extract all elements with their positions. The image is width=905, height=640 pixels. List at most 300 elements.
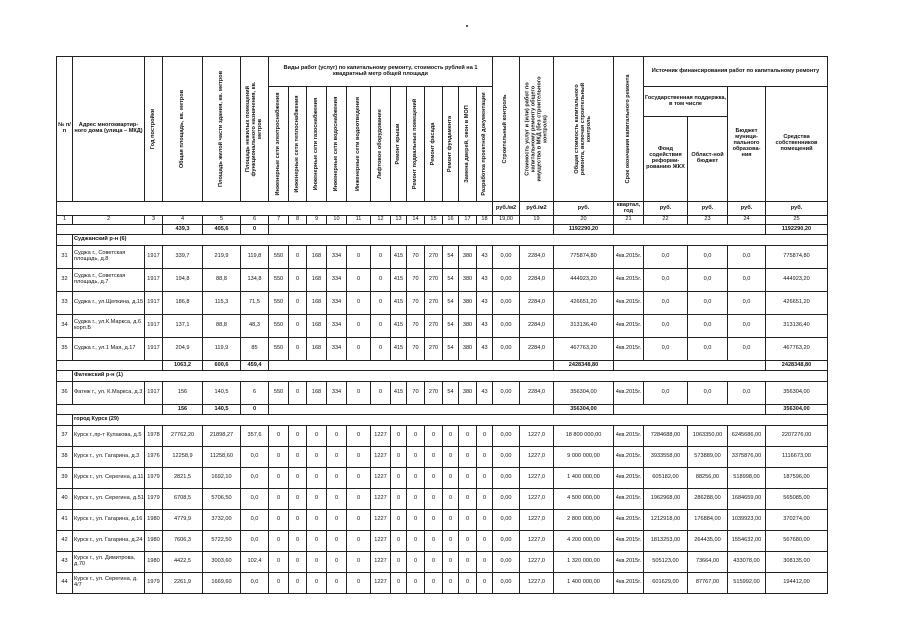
regional-budget-cell: 73664,00 <box>688 552 728 573</box>
fund-cell: 505123,00 <box>644 552 688 573</box>
nonresidential-area-sum: 459,4 <box>241 361 269 371</box>
row-number: 41 <box>57 510 73 531</box>
work-cost-cell: 0 <box>443 468 459 489</box>
col-header-construction-control <box>493 57 520 202</box>
work-header-2 <box>289 87 307 202</box>
work-cost-cell: 0 <box>307 468 327 489</box>
cost-per-m2-cell: 1227,0 <box>520 531 554 552</box>
work-cost-cell: 0 <box>289 426 307 447</box>
work-cost-cell: 1227 <box>371 531 391 552</box>
deadline-cell: 4кв.2015г. <box>614 552 644 573</box>
work-cost-cell: 415 <box>391 382 407 405</box>
work-cost-cell: 0 <box>459 531 477 552</box>
work-cost-cell: 54 <box>443 292 459 315</box>
construction-control-cell: 0,00 <box>493 531 520 552</box>
unit-cell: квартал, год <box>614 202 644 216</box>
work-cost-cell: 0 <box>269 468 289 489</box>
residential-area-sum: 405,6 <box>203 225 241 235</box>
address-cell: Курск г., ул. Гагарина, д.3 <box>73 447 145 468</box>
work-cost-cell: 0 <box>307 552 327 573</box>
work-cost-cell: 0 <box>327 552 347 573</box>
address-cell: Курск г.,пр-т Кулакова, д.5 <box>73 426 145 447</box>
work-header-3 <box>307 87 327 202</box>
financing-group-header: Источник финансирования работ по капитальному ремонту <box>644 57 828 87</box>
total-area-cell: 186,8 <box>163 292 203 315</box>
work-cost-cell: 0 <box>477 426 493 447</box>
owners-funds-cell: 313136,40 <box>766 315 828 338</box>
work-cost-cell: 0 <box>443 489 459 510</box>
total-area-sum: 1063,2 <box>163 361 203 371</box>
column-number-cell: 8 <box>289 216 307 225</box>
work-cost-cell: 0 <box>459 489 477 510</box>
table-row <box>57 510 828 531</box>
work-cost-cell: 0 <box>459 468 477 489</box>
work-cost-cell: 0 <box>289 510 307 531</box>
work-cost-cell: 0 <box>477 552 493 573</box>
work-cost-cell: 270 <box>425 292 443 315</box>
total-area-cell: 2261,9 <box>163 573 203 594</box>
work-cost-cell: 0 <box>347 426 371 447</box>
work-cost-cell: 550 <box>269 382 289 405</box>
year-cell: 1980 <box>145 531 163 552</box>
year-cell: 1979 <box>145 573 163 594</box>
work-cost-cell: 0 <box>443 552 459 573</box>
work-header-11-text: Замена дверей, окон в МОП <box>463 105 470 183</box>
work-cost-cell: 0 <box>289 338 307 361</box>
total-area-cell: 137,1 <box>163 315 203 338</box>
work-cost-cell: 415 <box>391 338 407 361</box>
total-cost-cell: 356304,00 <box>554 382 614 405</box>
nonresidential-area-cell: 85 <box>241 338 269 361</box>
nonresidential-area-cell: 0,0 <box>241 489 269 510</box>
work-cost-cell: 0 <box>347 292 371 315</box>
work-header-8-text: Ремонт подвальных помещений <box>411 98 418 190</box>
unit-row <box>57 202 828 216</box>
work-cost-cell: 0 <box>371 246 391 269</box>
work-cost-cell: 0 <box>327 426 347 447</box>
regional-budget-cell: 0,0 <box>688 269 728 292</box>
column-number-cell: 25 <box>766 216 828 225</box>
deadline-cell: 4кв.2015г. <box>614 573 644 594</box>
cost-per-m2-cell: 2284,0 <box>520 246 554 269</box>
work-cost-cell: 0 <box>327 447 347 468</box>
total-area-cell: 2821,5 <box>163 468 203 489</box>
total-blank <box>269 405 554 415</box>
fund-cell: 0,0 <box>644 246 688 269</box>
construction-control-cell: 0,00 <box>493 468 520 489</box>
regional-budget-cell: 88256,00 <box>688 468 728 489</box>
work-cost-cell: 0 <box>459 447 477 468</box>
work-cost-cell: 0 <box>289 246 307 269</box>
state-support-header: Государственная поддержка, в том числе <box>644 87 728 117</box>
address-cell: Суджа г., Советская площадь, д.8 <box>73 246 145 269</box>
column-number-cell: 24 <box>728 216 766 225</box>
column-number-cell: 21 <box>614 216 644 225</box>
column-number-row <box>57 216 828 225</box>
work-cost-cell: 0 <box>391 426 407 447</box>
work-cost-cell: 43 <box>477 382 493 405</box>
work-cost-cell: 0 <box>289 292 307 315</box>
work-cost-cell: 70 <box>407 382 425 405</box>
work-header-11 <box>459 87 477 202</box>
owners-funds-sum: 1192290,20 <box>766 225 828 235</box>
municipal-budget-cell: 3375876,00 <box>728 447 766 468</box>
col-header-total-area <box>163 57 203 202</box>
col-header-year <box>145 57 163 202</box>
residential-area-cell: 88,8 <box>203 315 241 338</box>
deadline-cell: 4кв.2015г. <box>614 338 644 361</box>
capital-repair-table <box>56 56 828 594</box>
work-cost-cell: 168 <box>307 338 327 361</box>
work-cost-cell: 0 <box>307 531 327 552</box>
work-cost-cell: 1227 <box>371 573 391 594</box>
residential-area-sum: 140,5 <box>203 405 241 415</box>
work-cost-cell: 0 <box>477 531 493 552</box>
fund-cell: 1962968,00 <box>644 489 688 510</box>
row-number: 35 <box>57 338 73 361</box>
work-cost-cell: 0 <box>407 531 425 552</box>
work-cost-cell: 0 <box>347 447 371 468</box>
work-cost-cell: 334 <box>327 382 347 405</box>
deadline-cell: 4кв.2015г. <box>614 246 644 269</box>
municipal-budget-cell: 1684659,00 <box>728 489 766 510</box>
col-header-no: № п/п <box>57 57 73 202</box>
work-header-9 <box>425 87 443 202</box>
work-cost-cell: 0 <box>327 489 347 510</box>
work-cost-cell: 270 <box>425 338 443 361</box>
col-header-deadline-text: Срок окончания капитального ремонта <box>624 74 631 184</box>
work-cost-cell: 334 <box>327 338 347 361</box>
construction-control-cell: 0,00 <box>493 246 520 269</box>
fund-cell: 601629,00 <box>644 573 688 594</box>
regional-budget-cell: 286288,00 <box>688 489 728 510</box>
work-cost-cell: 0 <box>477 447 493 468</box>
work-header-7-text: Ремонт крыши <box>394 123 401 165</box>
year-cell: 1917 <box>145 292 163 315</box>
work-cost-cell: 0 <box>443 510 459 531</box>
address-cell: Курск г., ул. Серегина, д.51 <box>73 489 145 510</box>
year-cell: 1979 <box>145 468 163 489</box>
address-cell: Курск г., ул. Димитрова, д.70 <box>73 552 145 573</box>
total-area-cell: 12258,9 <box>163 447 203 468</box>
fund-cell: 0,0 <box>644 382 688 405</box>
table-row <box>57 315 828 338</box>
address-cell: Курск г., ул. Серегина, д. 4/7 <box>73 573 145 594</box>
work-cost-cell: 54 <box>443 338 459 361</box>
total-area-cell: 4422,5 <box>163 552 203 573</box>
work-cost-cell: 0 <box>477 573 493 594</box>
work-cost-cell: 0 <box>269 573 289 594</box>
residential-area-cell: 11258,60 <box>203 447 241 468</box>
work-cost-cell: 54 <box>443 246 459 269</box>
work-header-4 <box>327 87 347 202</box>
work-header-3-text: Инженерные сети газоснабжения <box>312 97 319 191</box>
work-cost-cell: 1227 <box>371 426 391 447</box>
work-cost-cell: 0 <box>443 426 459 447</box>
deadline-cell: 4кв.2015г. <box>614 489 644 510</box>
work-cost-cell: 0 <box>289 447 307 468</box>
regional-budget-cell: 87767,00 <box>688 573 728 594</box>
residential-area-cell: 1692,10 <box>203 468 241 489</box>
section-blank <box>57 235 73 246</box>
residential-area-cell: 219,9 <box>203 246 241 269</box>
header-row-top <box>57 57 828 87</box>
municipal-budget-cell: 1039923,00 <box>728 510 766 531</box>
deadline-cell: 4кв.2015г. <box>614 269 644 292</box>
total-row <box>57 225 828 235</box>
work-cost-cell: 0 <box>289 552 307 573</box>
total-blank <box>614 405 766 415</box>
col-header-nonresidential-area-text: Площадь нежилых помещений функционального назначения, кв. метров <box>244 81 263 177</box>
work-header-7 <box>391 87 407 202</box>
work-cost-cell: 168 <box>307 315 327 338</box>
total-blank <box>269 225 554 235</box>
total-row <box>57 361 828 371</box>
work-cost-cell: 0 <box>347 269 371 292</box>
work-cost-cell: 0 <box>347 573 371 594</box>
work-cost-cell: 70 <box>407 292 425 315</box>
nonresidential-area-cell: 357,6 <box>241 426 269 447</box>
section-blank <box>57 415 73 426</box>
owners-funds-cell: 775874,80 <box>766 246 828 269</box>
nonresidential-area-cell: 48,3 <box>241 315 269 338</box>
owners-funds-cell: 356304,00 <box>766 382 828 405</box>
construction-control-cell: 0,00 <box>493 447 520 468</box>
work-cost-cell: 270 <box>425 246 443 269</box>
unit-cell: руб. <box>766 202 828 216</box>
work-cost-cell: 415 <box>391 315 407 338</box>
address-cell: Суджа г., ул.1 Мая, д.17 <box>73 338 145 361</box>
work-cost-cell: 0 <box>269 531 289 552</box>
cost-per-m2-cell: 2284,0 <box>520 269 554 292</box>
regional-budget-cell: 573889,00 <box>688 447 728 468</box>
work-cost-cell: 0 <box>425 426 443 447</box>
column-number-cell: 17 <box>459 216 477 225</box>
row-number: 42 <box>57 531 73 552</box>
row-number: 34 <box>57 315 73 338</box>
column-number-cell: 2 <box>73 216 145 225</box>
year-cell: 1917 <box>145 315 163 338</box>
work-header-10 <box>443 87 459 202</box>
residential-area-cell: 5722,50 <box>203 531 241 552</box>
work-cost-cell: 0 <box>459 510 477 531</box>
col-header-residential-area-text: Площадь жилой части здания, кв. метров <box>217 70 224 188</box>
section-row <box>57 415 828 426</box>
work-cost-cell: 0 <box>347 246 371 269</box>
section-blank <box>57 371 73 382</box>
table-row <box>57 338 828 361</box>
table-row <box>57 246 828 269</box>
work-cost-cell: 0 <box>371 338 391 361</box>
cost-per-m2-cell: 1227,0 <box>520 426 554 447</box>
total-area-cell: 27762,20 <box>163 426 203 447</box>
cost-per-m2-cell: 1227,0 <box>520 573 554 594</box>
owners-funds-sum: 356304,00 <box>766 405 828 415</box>
row-number: 40 <box>57 489 73 510</box>
work-cost-cell: 380 <box>459 292 477 315</box>
residential-area-cell: 88,8 <box>203 269 241 292</box>
total-area-sum: 156 <box>163 405 203 415</box>
work-cost-cell: 0 <box>347 552 371 573</box>
municipal-budget-cell: 0,0 <box>728 292 766 315</box>
unit-cell: руб. <box>688 202 728 216</box>
col-header-residential-area <box>203 57 241 202</box>
work-cost-cell: 43 <box>477 246 493 269</box>
work-cost-cell: 168 <box>307 382 327 405</box>
row-number: 43 <box>57 552 73 573</box>
total-cost-sum: 2428348,80 <box>554 361 614 371</box>
work-cost-cell: 0 <box>347 382 371 405</box>
table-body <box>57 57 828 594</box>
fund-cell: 7284688,00 <box>644 426 688 447</box>
owners-funds-cell: 444923,20 <box>766 269 828 292</box>
total-blank <box>57 225 163 235</box>
residential-area-cell: 3732,00 <box>203 510 241 531</box>
total-cost-cell: 426651,20 <box>554 292 614 315</box>
total-area-cell: 7606,3 <box>163 531 203 552</box>
work-cost-cell: 0 <box>425 552 443 573</box>
section-label: город Курск (29) <box>73 415 828 426</box>
column-number-cell: 4 <box>163 216 203 225</box>
work-cost-cell: 0 <box>425 489 443 510</box>
section-label: Суджанский р-н (6) <box>73 235 828 246</box>
work-cost-cell: 0 <box>477 510 493 531</box>
work-cost-cell: 270 <box>425 382 443 405</box>
work-cost-cell: 380 <box>459 338 477 361</box>
column-number-cell: 19,00 <box>493 216 520 225</box>
total-cost-sum: 356304,00 <box>554 405 614 415</box>
construction-control-cell: 0,00 <box>493 552 520 573</box>
table-row <box>57 382 828 405</box>
work-cost-cell: 415 <box>391 269 407 292</box>
work-cost-cell: 0 <box>459 426 477 447</box>
work-cost-cell: 0 <box>407 489 425 510</box>
nonresidential-area-cell: 102,4 <box>241 552 269 573</box>
row-number: 33 <box>57 292 73 315</box>
regional-budget-cell: 0,0 <box>688 246 728 269</box>
construction-control-cell: 0,00 <box>493 489 520 510</box>
total-cost-cell: 467763,20 <box>554 338 614 361</box>
address-cell: Суджа г., Советская площадь, д.7 <box>73 269 145 292</box>
work-cost-cell: 0 <box>327 510 347 531</box>
deadline-cell: 4кв.2015г. <box>614 447 644 468</box>
column-number-cell: 3 <box>145 216 163 225</box>
cost-per-m2-cell: 2284,0 <box>520 382 554 405</box>
work-cost-cell: 0 <box>371 269 391 292</box>
work-cost-cell: 270 <box>425 315 443 338</box>
work-cost-cell: 380 <box>459 315 477 338</box>
deadline-cell: 4кв.2015г. <box>614 382 644 405</box>
residential-area-cell: 140,5 <box>203 382 241 405</box>
work-cost-cell: 0 <box>289 573 307 594</box>
work-cost-cell: 70 <box>407 246 425 269</box>
work-cost-cell: 0 <box>391 468 407 489</box>
work-cost-cell: 0 <box>407 573 425 594</box>
work-header-6-text: Лифтовое оборудование <box>376 109 383 179</box>
work-cost-cell: 0 <box>327 573 347 594</box>
work-cost-cell: 380 <box>459 382 477 405</box>
work-cost-cell: 380 <box>459 246 477 269</box>
work-cost-cell: 0 <box>347 468 371 489</box>
regional-budget-cell: 1063350,00 <box>688 426 728 447</box>
work-cost-cell: 0 <box>391 489 407 510</box>
work-cost-cell: 550 <box>269 315 289 338</box>
municipal-budget-cell: 6245686,00 <box>728 426 766 447</box>
work-cost-cell: 0 <box>269 510 289 531</box>
year-cell: 1917 <box>145 246 163 269</box>
total-cost-cell: 313136,40 <box>554 315 614 338</box>
total-cost-cell: 18 800 000,00 <box>554 426 614 447</box>
work-cost-cell: 43 <box>477 315 493 338</box>
work-cost-cell: 0 <box>443 447 459 468</box>
year-cell: 1978 <box>145 426 163 447</box>
work-cost-cell: 0 <box>443 531 459 552</box>
table-row <box>57 447 828 468</box>
year-cell: 1980 <box>145 510 163 531</box>
fund-cell: 0,0 <box>644 338 688 361</box>
column-number-cell: 6 <box>241 216 269 225</box>
work-cost-cell: 334 <box>327 246 347 269</box>
owners-funds-cell: 1116673,00 <box>766 447 828 468</box>
fund-cell: 0,0 <box>644 292 688 315</box>
construction-control-cell: 0,00 <box>493 315 520 338</box>
work-header-12-text: Разработка проектной документации <box>480 92 487 196</box>
regional-budget-cell: 0,0 <box>688 315 728 338</box>
work-cost-cell: 0 <box>347 338 371 361</box>
work-cost-cell: 0 <box>407 552 425 573</box>
column-number-cell: 15 <box>425 216 443 225</box>
fund-cell: 3933558,00 <box>644 447 688 468</box>
total-cost-cell: 4 500 000,00 <box>554 489 614 510</box>
work-header-10-text: Ремонт фундамента <box>446 115 453 173</box>
residential-area-cell: 3003,60 <box>203 552 241 573</box>
work-cost-cell: 0 <box>391 531 407 552</box>
address-cell: Курск г., ул. Гагарина, д.16 <box>73 510 145 531</box>
work-cost-cell: 0 <box>371 292 391 315</box>
work-header-9-text: Ремонт фасада <box>429 122 436 166</box>
work-cost-cell: 0 <box>407 510 425 531</box>
fund-cell: 0,0 <box>644 315 688 338</box>
work-cost-cell: 380 <box>459 269 477 292</box>
work-cost-cell: 1227 <box>371 552 391 573</box>
nonresidential-area-cell: 119,8 <box>241 246 269 269</box>
nonresidential-area-cell: 0,0 <box>241 447 269 468</box>
work-cost-cell: 334 <box>327 269 347 292</box>
work-cost-cell: 1227 <box>371 489 391 510</box>
col-header-cost-per-m2 <box>520 57 554 202</box>
construction-control-cell: 0,00 <box>493 382 520 405</box>
work-cost-cell: 0 <box>425 531 443 552</box>
nonresidential-area-cell: 6 <box>241 382 269 405</box>
col-header-address: Адрес многоквартир-ного дома (улица – МКД) <box>73 57 145 202</box>
work-cost-cell: 0 <box>407 447 425 468</box>
total-cost-cell: 1 400 000,00 <box>554 468 614 489</box>
work-cost-cell: 0 <box>391 573 407 594</box>
construction-control-cell: 0,00 <box>493 338 520 361</box>
column-number-cell: 18 <box>477 216 493 225</box>
owners-funds-cell: 467763,20 <box>766 338 828 361</box>
row-number: 44 <box>57 573 73 594</box>
nonresidential-area-sum: 0 <box>241 405 269 415</box>
work-cost-cell: 0 <box>477 489 493 510</box>
column-number-cell: 20 <box>554 216 614 225</box>
work-cost-cell: 0 <box>289 531 307 552</box>
work-cost-cell: 0 <box>347 315 371 338</box>
work-cost-cell: 415 <box>391 292 407 315</box>
nonresidential-area-cell: 0,0 <box>241 531 269 552</box>
work-cost-cell: 0 <box>289 382 307 405</box>
residential-area-cell: 1669,60 <box>203 573 241 594</box>
